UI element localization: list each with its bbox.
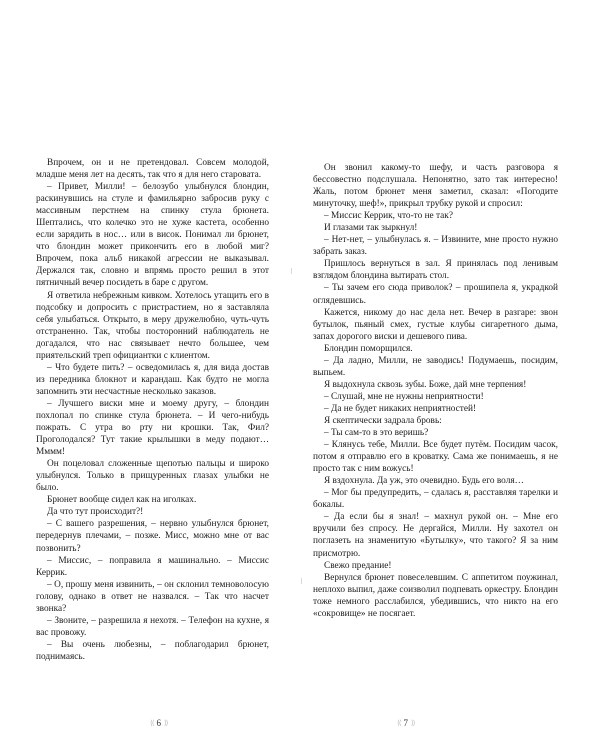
paragraph: – Да если бы я знал! – махнул рукой он. – Мне его вручили без спросу. Не дергайся, Милли. Ну захотел он поглазеть на знаменитую «Бутылку», что такого? Я за ним присмотрю. [313, 512, 558, 559]
paragraph: – Что будете пить? – осведомилась я, для вида достав из передника блокнот и карандаш. Как будто не могла запомнить эти несчастные несколько заказов. [36, 362, 269, 397]
right-page-text [313, 162, 558, 620]
paragraph: Блондин поморщился. [324, 343, 413, 354]
paragraph: Пришлось вернуться в зал. Я принялась под ленивым взглядом блондина вытирать стол. [313, 259, 558, 282]
folio-ornament-icon: ⟨⟨ [397, 719, 401, 727]
paragraph: – Привет, Милли! – белозубо улыбнулся блондин, раскинувшись на стуле и фамильярно забросив руку с массивным перстнем на спинку стула брюнета. Шептались, что колечко это не хуже кастета, особенно если зарядить в нос… или в висок. Понимал ли брюнет, что блондин может прикончить его в любой миг? Впрочем, пока альб никакой агрессии не выказывал. Держался так, словно и впрямь просто решил в этот пятничный вечер посидеть в баре с другом. [36, 182, 269, 289]
paragraph: – Да ладно, Милли, не заводись! Подумаешь, посидим, выпьем. [313, 355, 558, 378]
paragraph: – Звоните, – разрешила я нехотя. – Телефон на кухне, я вас провожу. [36, 615, 269, 638]
paragraph: Я ответила небрежным кивком. Хотелось утащить его в подсобку и допросить с пристрастием, но я заставляла себя улыбаться. Открыто, в меру дружелюбно, чуть-чуть отстраненно. Так, чтобы посторонний наблюдатель не догадался, что нас связывает нечто большее, чем приятельский треп официантки с клиентом. [36, 290, 269, 361]
paragraph: – Ты зачем его сюда приволок? – прошипела я, украдкой оглядевшись. [313, 283, 558, 306]
scan-mark [291, 268, 292, 274]
paragraph: Да что тут происходит?! [47, 507, 144, 518]
folio-ornament-icon: ⟩⟩ [410, 719, 415, 727]
paragraph: – Слушай, мне не нужны неприятности! [324, 391, 484, 402]
paragraph: – Лучшего виски мне и моему другу, – блондин похлопал по спинке стула брюнета. – И чего-нибудь пожрать. С утра во рту ни крошки. Так, Фил? Проголодался? Тут такие крылышки в меду подают… Мммм! [36, 398, 269, 458]
paragraph: Я вздохнула. Да уж, это очевидно. Будь его воля… [324, 476, 524, 487]
paragraph: Я выдохнула сквозь зубы. Боже, дай мне терпения! [324, 379, 527, 390]
paragraph: Вернулся брюнет повеселевшим. С аппетитом поужинал, неплохо выпил, даже соизволил подпевать оркестру. Блондин тоже немного расслабился, убедившись, что никто на его «сокровище» не посягает. [313, 572, 558, 619]
paragraph: – О, прошу меня извинить, – он склонил темноволосую голову, однако в ответ не назвался. – Так что насчет звонка? [36, 579, 269, 614]
folio-ornament-icon: ⟩⟩ [163, 719, 168, 727]
scan-mark [301, 578, 302, 584]
paragraph: – Ты сам-то в это веришь? [324, 428, 429, 439]
right-page [300, 0, 600, 750]
left-page-text [36, 157, 269, 663]
paragraph: И глазами так зыркнул! [324, 223, 418, 234]
paragraph: Кажется, никому до нас дела нет. Вечер в разгаре: звон бутылок, пьяный смех, густые клубы сигаретного дыма, запах дорогого виски и дешевого пива. [313, 307, 558, 342]
paragraph: Свежо предание! [324, 560, 392, 571]
paragraph: – Миссис, – поправила я машинально. – Миссис Керрик. [36, 555, 269, 578]
paragraph: Он звонил какому-то шефу, и часть разговора я бессовестно подслушала. Непонятно, зато так интересно! Жаль, потом брюнет меня заметил, сказал: «Погодите минуточку, шеф!», прикрыл трубку рукой и спросил: [313, 163, 558, 210]
page-number: 6 [156, 718, 161, 728]
paragraph: – Мог бы предупредить, – сдалась я, расставляя тарелки и бокалы. [313, 488, 558, 511]
paragraph: Впрочем, он и не претендовал. Совсем молодой, младше меня лет на десять, так что я для него старовата. [36, 158, 269, 181]
paragraph: – Миссис Керрик, что-то не так? [324, 211, 453, 222]
folio-ornament-icon: ⟨⟨ [150, 719, 154, 727]
paragraph: Брюнет вообще сидел как на иголках. [47, 495, 197, 506]
paragraph: – Нет-нет, – улыбнулась я. – Извините, мне просто нужно забрать заказ. [313, 235, 558, 258]
page-number: 7 [403, 718, 408, 728]
paragraph: – С вашего разрешения, – нервно улыбнулся брюнет, передернув плечами, – позже. Мисс, можно мне от вас позвонить? [36, 519, 269, 554]
paragraph: Я скептически задрала бровь: [324, 415, 442, 426]
paragraph: – Вы очень любезны, – поблагодарил брюнет, поднимаясь. [36, 639, 269, 662]
paragraph: – Клянусь тебе, Милли. Все будет путём. Посидим часок, потом я отправлю его в кроватку. Сама же понимаешь, я не просто так с ним вожусь! [313, 440, 558, 475]
paragraph: Он поцеловал сложенные щепотью пальцы и широко улыбнулся. Только в прищуренных глазах улыбки не было. [36, 459, 269, 494]
right-page-number [397, 718, 414, 728]
paragraph: – Да не будет никаких неприятностей! [324, 403, 477, 414]
left-page-number [150, 718, 167, 728]
